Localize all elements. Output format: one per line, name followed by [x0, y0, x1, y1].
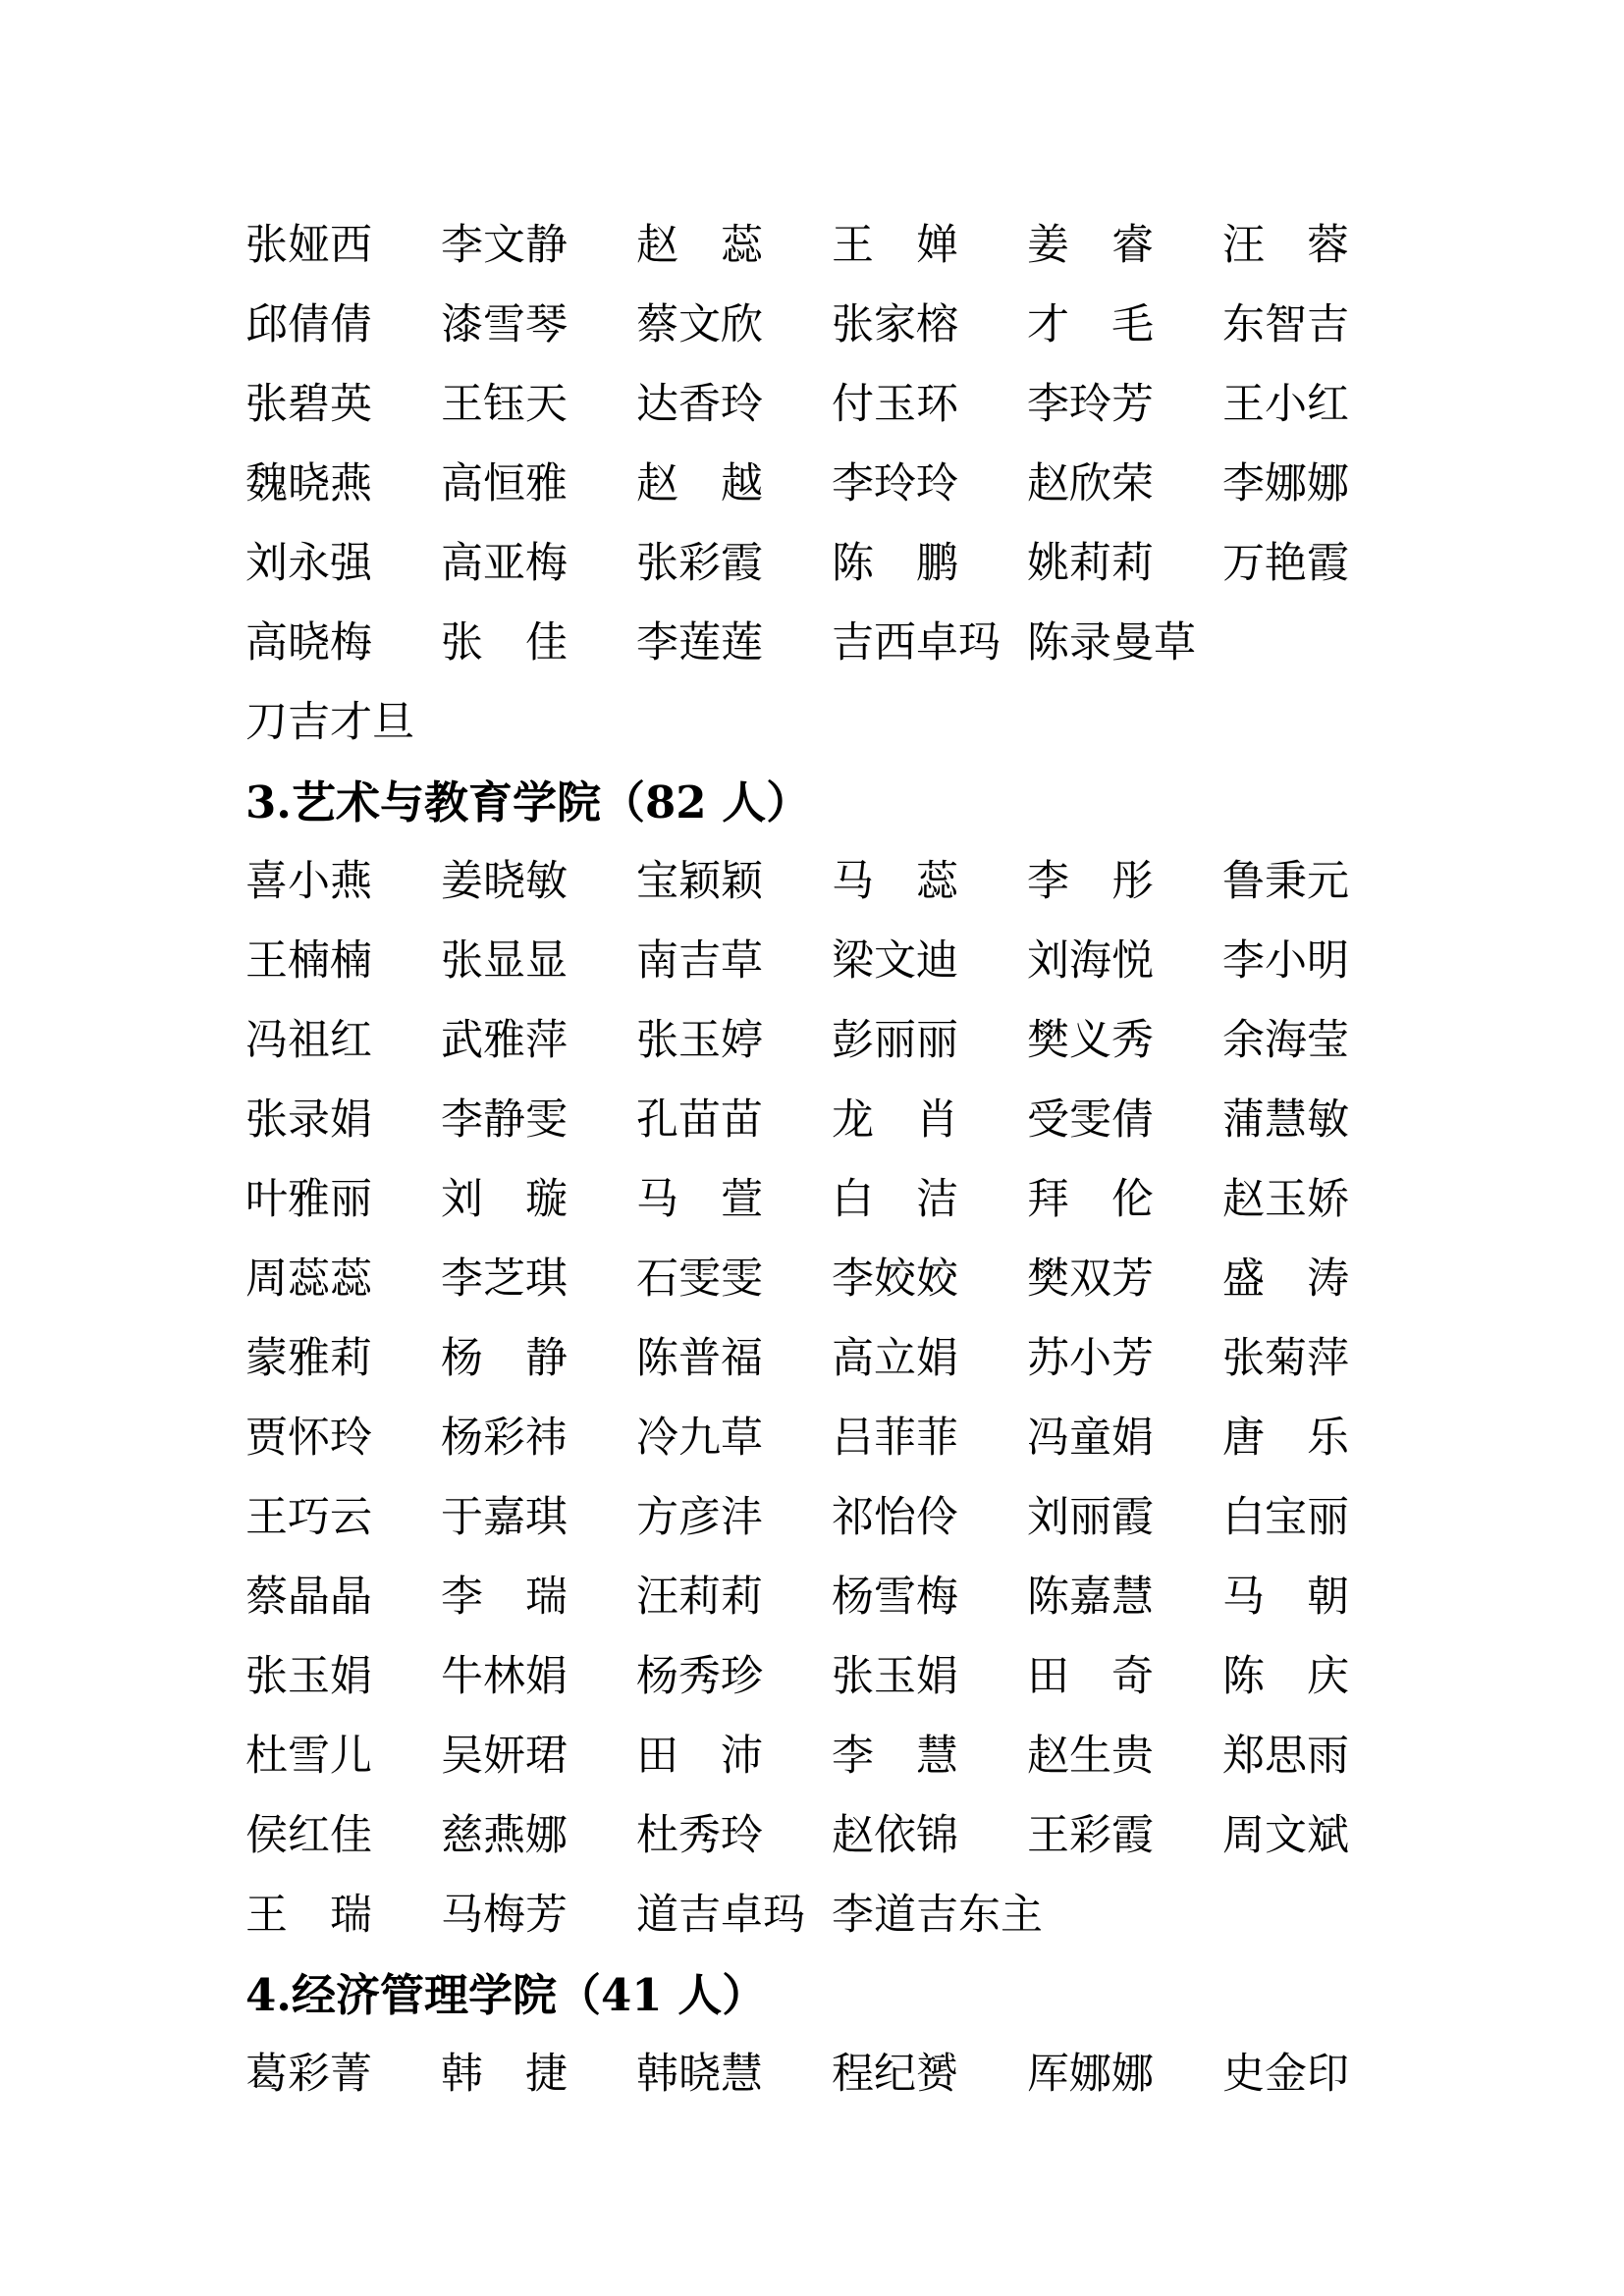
name-row	[0, 1081, 1624, 1160]
student-name: 赵 蕊	[636, 221, 763, 270]
student-name: 王巧云	[245, 1493, 372, 1542]
student-name: 周蕊蕊	[245, 1255, 372, 1304]
student-name: 白宝丽	[1222, 1493, 1349, 1542]
student-name: 王楠楠	[245, 936, 372, 986]
student-name: 李 彤	[1027, 857, 1154, 906]
student-name: 汪 蓉	[1222, 221, 1349, 270]
student-name: 孔苗苗	[636, 1095, 763, 1145]
student-name: 郑思雨	[1222, 1732, 1349, 1781]
student-name: 李道吉东主	[832, 1891, 1043, 1940]
student-name: 白 洁	[832, 1175, 958, 1224]
name-row	[0, 1876, 1624, 1955]
student-name: 韩晓慧	[636, 2050, 763, 2099]
student-name: 张 佳	[441, 618, 568, 667]
student-name: 姜 睿	[1027, 221, 1154, 270]
student-name: 陈录曼草	[1027, 618, 1196, 667]
name-row	[0, 1478, 1624, 1558]
student-name: 拜 伦	[1027, 1175, 1154, 1224]
name-row	[0, 604, 1624, 683]
student-name: 王 婵	[832, 221, 958, 270]
student-name: 张玉婷	[636, 1016, 763, 1065]
student-name: 鲁秉元	[1222, 857, 1349, 906]
student-name: 蔡晶晶	[245, 1573, 372, 1622]
student-name: 张玉娟	[832, 1652, 958, 1701]
name-row	[0, 365, 1624, 445]
student-name: 王钰天	[441, 380, 568, 429]
student-name: 东智吉	[1222, 300, 1349, 349]
student-name: 冯童娟	[1027, 1414, 1154, 1463]
student-name: 李小明	[1222, 936, 1349, 986]
student-name: 田 沛	[636, 1732, 763, 1781]
name-row	[0, 286, 1624, 365]
student-name: 杨彩祎	[441, 1414, 568, 1463]
student-name: 李娜娜	[1222, 459, 1349, 508]
name-list-content	[0, 206, 1624, 2114]
student-name: 宝颖颖	[636, 857, 763, 906]
student-name: 陈 庆	[1222, 1652, 1349, 1701]
student-name: 石雯雯	[636, 1255, 763, 1304]
student-name: 刀吉才旦	[245, 698, 414, 747]
student-name: 冯祖红	[245, 1016, 372, 1065]
name-row	[0, 2035, 1624, 2114]
student-name: 张显显	[441, 936, 568, 986]
student-name: 葛彩菁	[245, 2050, 372, 2099]
name-row	[0, 206, 1624, 286]
student-name: 赵欣荣	[1027, 459, 1154, 508]
name-row	[0, 1240, 1624, 1319]
student-name: 武雅萍	[441, 1016, 568, 1065]
name-row	[0, 1001, 1624, 1081]
student-name: 李文静	[441, 221, 568, 270]
student-name: 漆雪琴	[441, 300, 568, 349]
student-name: 张玉娟	[245, 1652, 372, 1701]
student-name: 达香玲	[636, 380, 763, 429]
student-name: 贾怀玲	[245, 1414, 372, 1463]
student-name: 刘海悦	[1027, 936, 1154, 986]
student-name: 吴妍珺	[441, 1732, 568, 1781]
student-name: 方彦沣	[636, 1493, 763, 1542]
student-name: 张彩霞	[636, 539, 763, 588]
student-name: 才 毛	[1027, 300, 1154, 349]
student-name: 李姣姣	[832, 1255, 958, 1304]
student-name: 姚莉莉	[1027, 539, 1154, 588]
student-name: 祁怡伶	[832, 1493, 958, 1542]
student-name: 马梅芳	[441, 1891, 568, 1940]
student-name: 蒲慧敏	[1222, 1095, 1349, 1145]
student-name: 吉西卓玛	[832, 618, 1001, 667]
student-name: 牛林娟	[441, 1652, 568, 1701]
student-name: 龙 肖	[832, 1095, 958, 1145]
student-name: 张家榕	[832, 300, 958, 349]
student-name: 陈嘉慧	[1027, 1573, 1154, 1622]
name-row	[0, 1717, 1624, 1796]
name-row	[0, 1796, 1624, 1876]
name-row	[0, 1558, 1624, 1637]
student-name: 高亚梅	[441, 539, 568, 588]
student-name: 陈 鹏	[832, 539, 958, 588]
student-name: 张碧英	[245, 380, 372, 429]
name-row	[0, 1160, 1624, 1240]
student-name: 陈普福	[636, 1334, 763, 1383]
student-name: 付玉环	[832, 380, 958, 429]
student-name: 李 慧	[832, 1732, 958, 1781]
student-name: 余海莹	[1222, 1016, 1349, 1065]
student-name: 史金印	[1222, 2050, 1349, 2099]
student-name: 于嘉琪	[441, 1493, 568, 1542]
student-name: 高晓梅	[245, 618, 372, 667]
student-name: 杨秀珍	[636, 1652, 763, 1701]
name-row	[0, 524, 1624, 604]
student-name: 王彩霞	[1027, 1811, 1154, 1860]
student-name: 张菊萍	[1222, 1334, 1349, 1383]
student-name: 汪莉莉	[636, 1573, 763, 1622]
student-name: 高立娟	[832, 1334, 958, 1383]
name-row	[0, 1637, 1624, 1717]
student-name: 杜秀玲	[636, 1811, 763, 1860]
student-name: 赵依锦	[832, 1811, 958, 1860]
name-row	[0, 842, 1624, 922]
student-name: 南吉草	[636, 936, 763, 986]
student-name: 蒙雅莉	[245, 1334, 372, 1383]
name-row	[0, 1399, 1624, 1478]
student-name: 张录娟	[245, 1095, 372, 1145]
student-name: 盛 涛	[1222, 1255, 1349, 1304]
student-name: 李 瑞	[441, 1573, 568, 1622]
section-heading: 3.艺术与教育学院（82 人）	[245, 776, 811, 828]
name-row	[0, 683, 1624, 763]
student-name: 受雯倩	[1027, 1095, 1154, 1145]
student-name: 蔡文欣	[636, 300, 763, 349]
student-name: 厍娜娜	[1027, 2050, 1154, 2099]
student-name: 樊双芳	[1027, 1255, 1154, 1304]
student-name: 喜小燕	[245, 857, 372, 906]
student-name: 杨雪梅	[832, 1573, 958, 1622]
student-name: 韩 捷	[441, 2050, 568, 2099]
student-name: 田 奇	[1027, 1652, 1154, 1701]
student-name: 苏小芳	[1027, 1334, 1154, 1383]
name-row	[0, 1319, 1624, 1399]
student-name: 姜晓敏	[441, 857, 568, 906]
student-name: 樊义秀	[1027, 1016, 1154, 1065]
student-name: 程纪赟	[832, 2050, 958, 2099]
student-name: 刘 璇	[441, 1175, 568, 1224]
student-name: 周文斌	[1222, 1811, 1349, 1860]
student-name: 唐 乐	[1222, 1414, 1349, 1463]
name-row	[0, 445, 1624, 524]
student-name: 刘永强	[245, 539, 372, 588]
student-name: 李玲芳	[1027, 380, 1154, 429]
student-name: 冷九草	[636, 1414, 763, 1463]
student-name: 赵生贵	[1027, 1732, 1154, 1781]
student-name: 彭丽丽	[832, 1016, 958, 1065]
student-name: 高恒雅	[441, 459, 568, 508]
student-name: 赵玉娇	[1222, 1175, 1349, 1224]
student-name: 李玲玲	[832, 459, 958, 508]
student-name: 侯红佳	[245, 1811, 372, 1860]
student-name: 赵 越	[636, 459, 763, 508]
student-name: 李莲莲	[636, 618, 763, 667]
student-name: 张娅西	[245, 221, 372, 270]
student-name: 马 蕊	[832, 857, 958, 906]
section-heading: 4.经济管理学院（41 人）	[245, 1969, 767, 2021]
student-name: 万艳霞	[1222, 539, 1349, 588]
student-name: 王 瑞	[245, 1891, 372, 1940]
name-row	[0, 922, 1624, 1001]
student-name: 魏晓燕	[245, 459, 372, 508]
student-name: 李芝琪	[441, 1255, 568, 1304]
student-name: 李静雯	[441, 1095, 568, 1145]
student-name: 慈燕娜	[441, 1811, 568, 1860]
student-name: 叶雅丽	[245, 1175, 372, 1224]
student-name: 梁文迪	[832, 936, 958, 986]
student-name: 吕菲菲	[832, 1414, 958, 1463]
student-name: 马 朝	[1222, 1573, 1349, 1622]
student-name: 杜雪儿	[245, 1732, 372, 1781]
student-name: 道吉卓玛	[636, 1891, 805, 1940]
student-name: 马 萱	[636, 1175, 763, 1224]
student-name: 王小红	[1222, 380, 1349, 429]
student-name: 刘丽霞	[1027, 1493, 1154, 1542]
student-name: 杨 静	[441, 1334, 568, 1383]
student-name: 邱倩倩	[245, 300, 372, 349]
